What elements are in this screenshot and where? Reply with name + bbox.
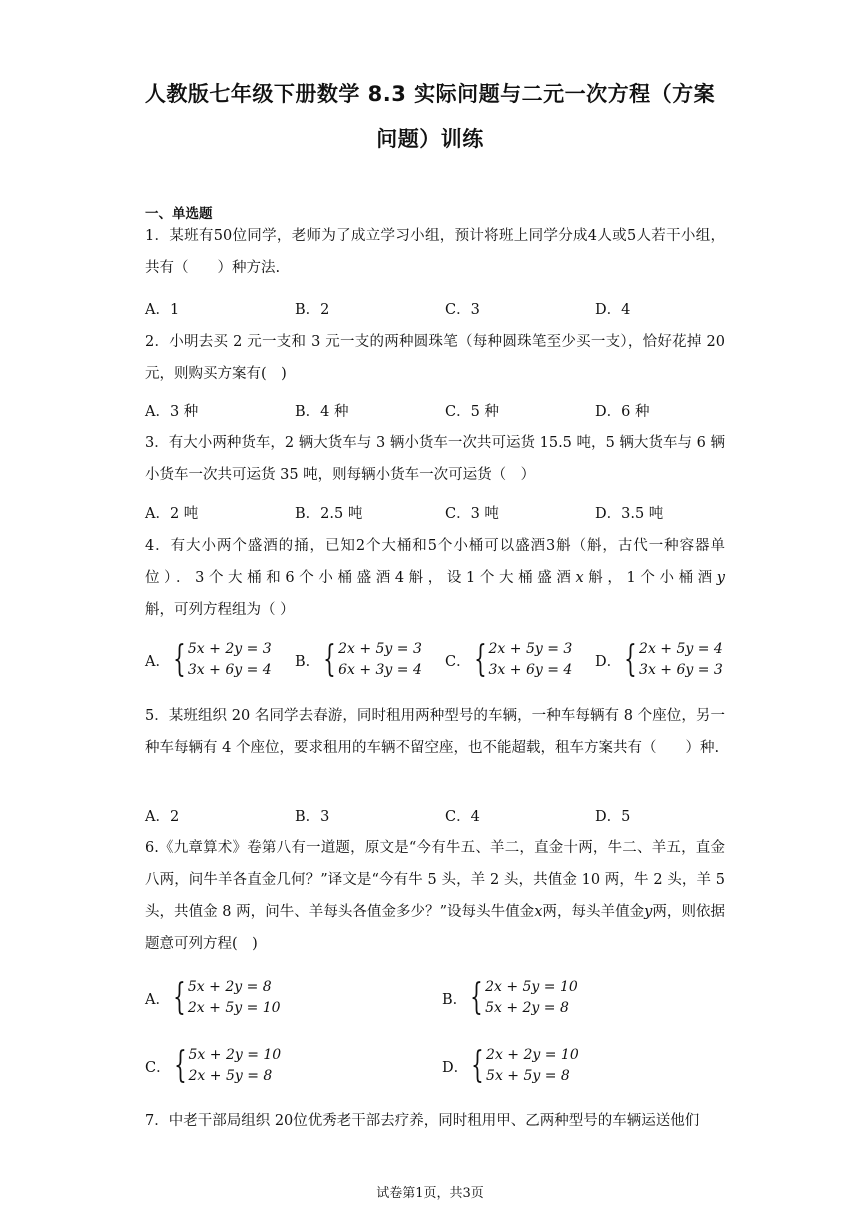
- q1-option-b: B．2: [295, 302, 330, 318]
- brace-icon: {: [471, 1045, 484, 1086]
- q6-option-b: [442, 976, 578, 1020]
- q4-option-b: [295, 638, 422, 682]
- question-4-options: [145, 638, 725, 686]
- q4-option-b-eq1: 2x + 5y = 3: [338, 641, 422, 657]
- question-2: 2．小明去买 2 元一支和 3 元一支的两种圆珠笔（每种圆珠笔至少买一支），恰好花掉 20 元，则购买方案有( ): [145, 334, 725, 382]
- q4-option-c-eq1: 2x + 5y = 3: [488, 641, 573, 657]
- q4-text-c: 斛，可列方程组为（ ）: [145, 602, 295, 618]
- question-1-options: [145, 298, 725, 322]
- q6-option-a-eq2: 2x + 5y = 10: [187, 1000, 281, 1016]
- q6-option-d-eq1: 2x + 2y = 10: [486, 1047, 579, 1063]
- q6-option-b-eq1: 2x + 5y = 10: [485, 979, 578, 995]
- q6-option-a: [145, 976, 281, 1020]
- title-line-1: 人教版七年级下册数学 8.3 实际问题与二元一次方程（方案: [144, 82, 716, 106]
- question-6: [145, 832, 725, 960]
- q2-option-a: A．3 种: [145, 404, 199, 420]
- brace-icon: {: [173, 639, 186, 680]
- question-3: 3．有大小两种货车，2 辆大货车与 3 辆小货车一次共可运货 15.5 吨，5 辆大货车与 6 辆小货车一次共可运货 35 吨，则每辆小货车一次可运货（ ）: [145, 435, 725, 483]
- q1-option-a: A．1: [145, 302, 180, 318]
- q5-option-d: D．5: [595, 809, 631, 825]
- q6-option-c: [145, 1044, 281, 1088]
- brace-icon: {: [624, 639, 637, 680]
- q4-option-d-label: D．: [595, 653, 622, 670]
- q3-option-c: C．3 吨: [445, 506, 499, 522]
- question-5-options: [145, 805, 725, 829]
- q6-option-a-eq1: 5x + 2y = 8: [187, 979, 272, 995]
- q4-option-a: [145, 638, 272, 682]
- q2-option-c: C．5 种: [445, 404, 499, 420]
- q4-option-a-eq2: 3x + 6y = 4: [187, 662, 272, 678]
- section-heading: 一、单选题: [145, 206, 213, 222]
- q4-var-x: x: [575, 570, 584, 586]
- q6-option-d-eq2: 5x + 5y = 8: [486, 1068, 570, 1084]
- q4-option-b-eq2: 6x + 3y = 4: [338, 662, 422, 678]
- q6-text-a: 6.《九章算术》卷第八有一道题，原文是“今有牛五、羊二，直金十两，牛二、羊五，直金八两，问牛羊各直金几何？”译文是“今有牛 5 头，羊 2 头，共值金 10 两，牛 2 头，羊 5 头，共值金 8 两，问牛、羊每头各值金多少？”设每头牛值金: [145, 840, 725, 920]
- brace-icon: {: [323, 639, 336, 680]
- question-5: 5．某班组织 20 名同学去春游，同时租用两种型号的车辆，一种车每辆有 8 个座位，另一种车每辆有 4 个座位，要求租用的车辆不留空座，也不能超载，租车方案共有（ ）种.: [145, 708, 725, 756]
- question-3-options: [145, 502, 725, 526]
- q6-option-b-eq2: 5x + 2y = 8: [485, 1000, 569, 1016]
- q4-option-d-eq2: 3x + 6y = 3: [639, 662, 723, 678]
- q2-option-d: D．6 种: [595, 404, 650, 420]
- q4-option-b-label: B．: [295, 653, 321, 670]
- q6-option-d-label: D．: [442, 1059, 469, 1076]
- q5-option-a: A．2: [145, 809, 180, 825]
- q6-option-a-label: A．: [145, 991, 170, 1008]
- q4-option-c-eq2: 3x + 6y = 4: [488, 662, 573, 678]
- q4-option-a-eq1: 5x + 2y = 3: [187, 641, 272, 657]
- q4-option-c: [445, 638, 572, 682]
- q2-option-b: B．4 种: [295, 404, 349, 420]
- page-footer: 试卷第1页，共3页: [376, 1186, 484, 1201]
- brace-icon: {: [173, 977, 186, 1018]
- q4-var-y: y: [716, 570, 725, 586]
- q6-option-b-label: B．: [442, 991, 468, 1008]
- q4-option-c-label: C．: [445, 653, 471, 670]
- page-title: [110, 72, 750, 162]
- q6-var-y: y: [644, 904, 653, 920]
- q3-option-b: B．2.5 吨: [295, 506, 363, 522]
- q4-option-d-eq1: 2x + 5y = 4: [639, 641, 723, 657]
- brace-icon: {: [173, 1045, 187, 1086]
- q1-option-c: C．3: [445, 302, 480, 318]
- q4-text-a: 4．有大小两个盛酒的捅，已知2个大桶和5个小桶可以盛酒3斛（斛，古代一种容器单位）．3个大桶和6个小桶盛酒4斛，设1个大桶盛酒: [145, 538, 725, 586]
- q6-text-b: 两，每头羊值金: [542, 904, 645, 920]
- question-6-options-row-2: [145, 1044, 725, 1092]
- question-4: [145, 530, 725, 626]
- q6-text-c: 两，则依据题意可列方程( ): [145, 904, 726, 952]
- q6-option-c-label: C．: [145, 1059, 171, 1076]
- q5-option-c: C．4: [445, 809, 480, 825]
- q4-option-a-label: A．: [145, 653, 170, 670]
- question-6-options-row-1: [145, 976, 725, 1024]
- q6-var-x: x: [534, 904, 543, 920]
- question-2-options: [145, 400, 725, 424]
- q3-option-a: A．2 吨: [145, 506, 199, 522]
- brace-icon: {: [470, 977, 483, 1018]
- title-line-2: 问题）训练: [376, 127, 484, 151]
- q6-option-d: [442, 1044, 579, 1088]
- q6-option-c-eq1: 5x + 2y = 10: [188, 1047, 282, 1063]
- q5-option-b: B．3: [295, 809, 330, 825]
- q4-option-d: [595, 638, 723, 682]
- q1-option-d: D．4: [595, 302, 631, 318]
- q6-option-c-eq2: 2x + 5y = 8: [188, 1068, 273, 1084]
- question-1: 1．某班有50位同学，老师为了成立学习小组，预计将班上同学分成4人或5人若干小组，共有（ ）种方法.: [145, 228, 725, 276]
- q3-option-d: D．3.5 吨: [595, 506, 664, 522]
- q4-text-b: 斛，1个小桶酒: [583, 570, 717, 586]
- brace-icon: {: [473, 639, 487, 680]
- question-7: 7．中老干部局组织 20位优秀老干部去疗养，同时租用甲、乙两种型号的车辆运送他们: [145, 1113, 700, 1129]
